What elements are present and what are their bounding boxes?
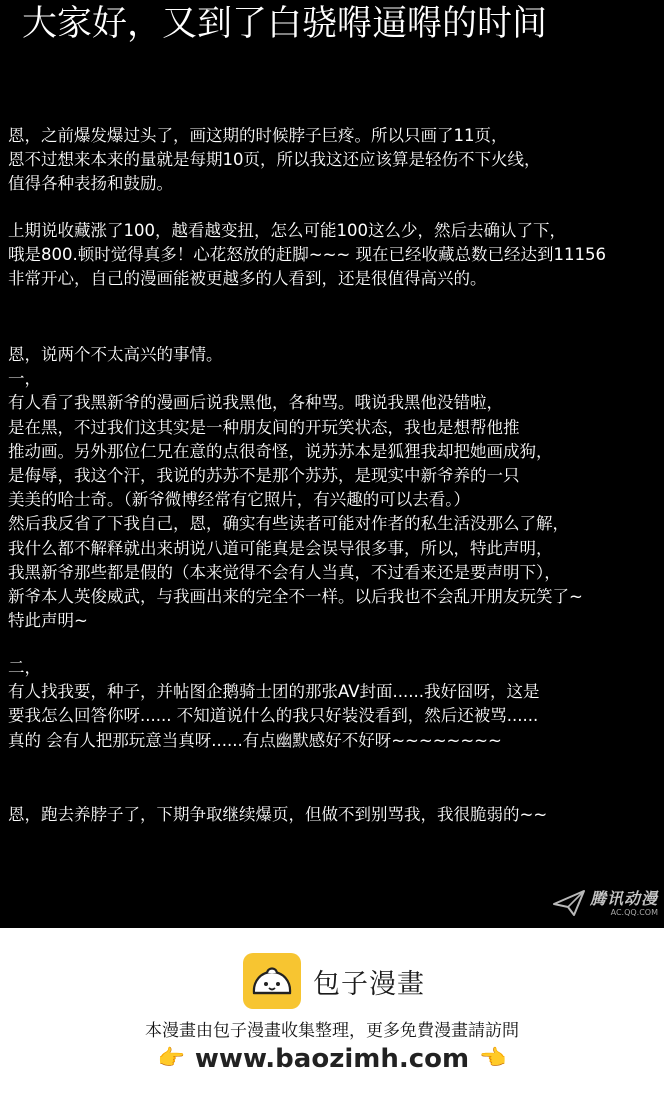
- banner-notice: 本漫畫由包子漫畫收集整理，更多免費漫畫請訪問: [145, 1021, 519, 1041]
- text-line: 我什么都不解释就出来胡说八道可能真是会误导很多事，所以，特此声明，: [8, 538, 553, 558]
- pointing-hand-icon: 👈: [479, 1046, 507, 1071]
- paragraph-3: [8, 343, 658, 633]
- text-line: 一，: [8, 369, 41, 389]
- paragraph-5: [8, 803, 658, 827]
- text-line: 恩，之前爆发爆过头了，画这期的时候脖子巨疼。所以只画了11页，: [8, 126, 508, 145]
- text-line: 恩不过想来本来的量就是每期10页，所以我这还应该算是轻伤不下火线，: [8, 150, 541, 170]
- watermark-name: 腾讯动漫: [589, 888, 658, 908]
- text-line: 有人看了我黑新爷的漫画后说我黑他，各种骂。哦说我黑他没错啦，: [8, 393, 503, 413]
- text-line: 推动画。另外那位仁兄在意的点很奇怪，说苏苏本是狐狸我却把她画成狗，: [8, 441, 553, 461]
- pointing-hand-icon: 👉: [157, 1046, 185, 1071]
- paragraph-4: [8, 656, 658, 753]
- note-title: 大家好，又到了白骁嘚逼嘚的时间: [22, 4, 548, 44]
- site-row: [0, 1042, 664, 1076]
- text-line: 恩，跑去养脖子了，下期争取继续爆页，但做不到别骂我，我很脆弱的~~: [8, 805, 548, 824]
- paper-plane-icon: [552, 888, 586, 918]
- text-line: 非常开心，自己的漫画能被更越多的人看到，还是很值得高兴的。: [8, 269, 487, 289]
- paragraph-1: [8, 124, 658, 197]
- text-line: 特此声明~: [8, 611, 88, 631]
- text-line: 值得各种表扬和鼓励。: [8, 174, 173, 194]
- baozimh-banner: [0, 928, 664, 1094]
- brand: [243, 952, 425, 1010]
- text-line: 恩，说两个不太高兴的事情。: [8, 345, 223, 364]
- paragraph-2: [8, 219, 658, 292]
- text-line: 然后我反省了下我自己，恩，确实有些读者可能对作者的私生活没那么了解，: [8, 514, 569, 534]
- tencent-comic-watermark: [552, 886, 658, 920]
- text-line: 真的 会有人把那玩意当真呀......有点幽默感好不好呀~~~~~~~~: [8, 730, 502, 750]
- text-line: 我黑新爷那些都是假的（本来觉得不会有人当真，不过看来还是要声明下），: [8, 562, 561, 582]
- text-line: 是侮辱，我这个汗，我说的苏苏不是那个苏苏，是现实中新爷养的一只: [8, 466, 520, 486]
- bun-logo-icon: [243, 953, 301, 1009]
- text-line: 有人找我要，种子，并帖图企鹅骑士团的那张AV封面......我好囧呀，这是: [8, 682, 540, 702]
- brand-name: 包子漫畫: [313, 968, 425, 1000]
- text-line: 二，: [8, 658, 41, 677]
- text-line: 新爷本人英俊威武，与我画出来的完全不一样。以后我也不会乱开朋友玩笑了~: [8, 587, 583, 607]
- text-line: 要我怎么回答你呀...... 不知道说什么的我只好装没看到，然后还被骂......: [8, 706, 539, 726]
- text-line: 哦是800.顿时觉得真多！心花怒放的赶脚~~~ 现在已经收藏总数已经达到11156: [8, 245, 606, 265]
- site-link[interactable]: www.baozimh.com: [194, 1044, 470, 1074]
- text-line: 上期说收藏涨了100，越看越变扭，怎么可能100这么少，然后去确认了下，: [8, 221, 566, 240]
- text-line: 美美的哈士奇。（新爷微博经常有它照片，有兴趣的可以去看。）: [8, 490, 470, 510]
- text-line: 是在黑，不过我们这其实是一种朋友间的开玩笑状态，我也是想帮他推: [8, 417, 520, 437]
- watermark-url: AC.QQ.COM: [610, 907, 658, 917]
